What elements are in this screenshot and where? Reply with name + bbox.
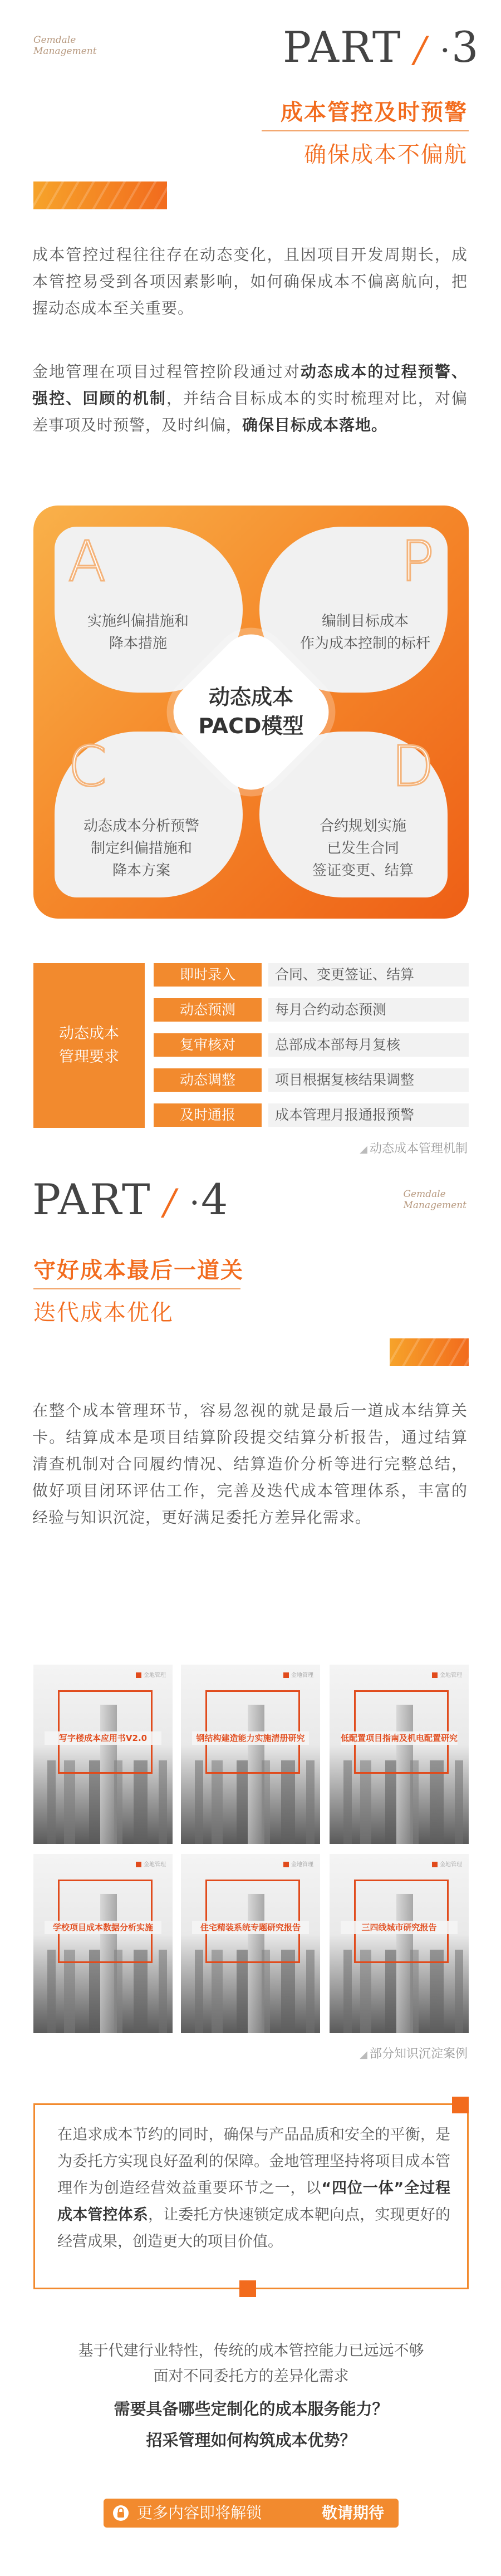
quad-line: 编制目标成本: [321, 613, 409, 630]
diagram-caption: [360, 1139, 468, 1156]
report-cover: [181, 1665, 320, 1844]
cta-label-emphasis: 敬请期待: [321, 2504, 384, 2522]
closing-question: 需要具备哪些定制化的成本服务能力？: [114, 2400, 389, 2418]
report-title: 三四线城市研究报告: [341, 1921, 458, 1934]
slash-icon: /: [401, 30, 440, 71]
quadrant-d-text: [291, 815, 435, 882]
quad-line: 动态成本分析预警: [83, 818, 199, 835]
triangle-icon: ◢: [360, 2049, 367, 2060]
section-title-3: 成本管控及时预警: [281, 100, 468, 125]
quad-line: 已发生合同: [326, 840, 399, 857]
requirement-row: [154, 1103, 469, 1127]
coming-soon-banner[interactable]: [104, 2499, 399, 2528]
section-subtitle-3: 确保成本不偏航: [304, 142, 468, 168]
requirement-value: 合同、变更签证、结算: [268, 963, 469, 987]
brand-line: Management: [33, 46, 97, 57]
report-cover: [181, 1854, 320, 2033]
section-title-4: 守好成本最后一道关: [33, 1258, 244, 1283]
brand-logo-part3: [33, 35, 97, 57]
part-heading-4: [32, 1175, 229, 1224]
section-subtitle-4: 迭代成本优化: [33, 1300, 174, 1326]
cta-label: 更多内容即将解锁: [137, 2504, 262, 2522]
part-number: 3: [451, 22, 480, 72]
lock-icon: [112, 2505, 129, 2521]
quad-line: 合约规划实施: [319, 818, 406, 835]
accent-bar: [390, 1338, 469, 1366]
caption-text: 部分知识沉淀案例: [369, 2047, 468, 2061]
report-cover: [33, 1665, 173, 1844]
text-span: ，并结合目标成本的实时梳理对比，对偏差事项及时预警，及时纠偏，: [32, 389, 468, 434]
brand-line: Gemdale: [33, 35, 76, 46]
requirement-row: [154, 1033, 469, 1057]
corner-square-icon: [452, 2097, 469, 2113]
requirement-value: 项目根据复核结果调整: [268, 1068, 469, 1092]
req-label-line: 动态成本: [59, 1025, 119, 1042]
caption-text: 动态成本管理机制: [369, 1142, 468, 1156]
report-cover: [33, 1854, 173, 2033]
requirement-tag: 及时通报: [154, 1103, 262, 1127]
report-logo: 金地管理: [432, 1859, 462, 1868]
slash-icon: /: [151, 1182, 189, 1223]
letter-a: A: [68, 529, 106, 594]
text-span: 在追求成本节约的同时，确保与产品品质和安全的平衡，是为委托方实现良好盈利的保障。金地管理坚持将项目成本管理作为创造经营效益重要环节之一，以: [57, 2126, 450, 2197]
accent-bar: [33, 181, 167, 209]
part-heading-3: [283, 22, 479, 72]
requirement-value: 每月合约动态预测: [268, 998, 469, 1022]
text-bold: 确保目标成本落地。: [242, 416, 388, 434]
text-bold: 动态成本的过程预警、强控、回顾的机制: [32, 362, 468, 408]
divider: [262, 130, 469, 131]
closing-line: 面对不同委托方的差异化需求: [153, 2368, 349, 2385]
requirement-row: [154, 1068, 469, 1092]
triangle-icon: ◢: [360, 1144, 367, 1155]
summary-text: [57, 2122, 450, 2255]
center-line: 动态成本: [208, 685, 293, 709]
dot-icon: ·: [189, 1184, 201, 1223]
report-title: 钢结构建造能力实施清册研究: [192, 1731, 309, 1745]
report-logo: 金地管理: [283, 1670, 313, 1679]
quadrant-c-text: [69, 815, 214, 882]
report-title: 住宅精装系统专题研究报告: [192, 1921, 309, 1934]
closing-line: 基于代建行业特性，传统的成本管控能力已远远不够: [78, 2342, 424, 2359]
pacd-model-diagram: [33, 506, 469, 919]
reports-caption: [360, 2044, 468, 2062]
quadrant-a-text: [66, 610, 210, 655]
brand-logo-part4: [403, 1189, 466, 1211]
text-bold: “四位一体”全过程成本管控体系: [57, 2180, 451, 2224]
report-title: 低配置项目指南及机电配置研究: [341, 1731, 458, 1745]
text-span: 金地管理在项目过程管控阶段通过对: [32, 362, 301, 381]
requirement-tag: 复审核对: [154, 1033, 262, 1057]
requirement-row: [154, 963, 469, 987]
requirement-tag: 即时录入: [154, 963, 262, 987]
report-cover: [330, 1854, 469, 2033]
text-span: ，让委托方快速锁定成本靶向点，实现更好的经营成果，创造更大的项目价值。: [57, 2206, 451, 2250]
corner-square-icon: [239, 2280, 256, 2297]
requirement-tag: 动态预测: [154, 998, 262, 1022]
quad-line: 降本措施: [109, 635, 167, 652]
quad-line: 实施纠偏措施和: [87, 613, 189, 630]
requirements-label: [33, 963, 145, 1128]
paragraph-mechanism: [32, 359, 468, 439]
brand-line: Management: [403, 1200, 466, 1211]
quad-line: 签证变更、结算: [312, 862, 414, 879]
report-logo: 金地管理: [136, 1859, 166, 1868]
report-logo: 金地管理: [432, 1670, 462, 1679]
pacd-center-label: [167, 683, 335, 740]
part-word: PART: [283, 22, 402, 72]
letter-p: P: [400, 529, 434, 594]
dot-icon: ·: [439, 31, 451, 70]
requirement-tag: 动态调整: [154, 1068, 262, 1092]
part-word: PART: [32, 1175, 151, 1224]
paragraph-intro: 成本管控过程往往存在动态变化，且因项目开发周期长，成本管控易受到各项因素影响，如何确保成本不偏离航向，把握动态成本至关重要。: [32, 246, 468, 317]
center-line: PACD模型: [198, 714, 304, 738]
requirement-row: [154, 998, 469, 1022]
quad-line: 作为成本控制的标杆: [299, 635, 430, 652]
report-title: 写字楼成本应用书V2.0: [45, 1731, 161, 1745]
quadrant-p-text: [293, 610, 438, 655]
report-logo: 金地管理: [136, 1670, 166, 1679]
letter-d: D: [391, 734, 434, 799]
divider: [33, 1288, 240, 1289]
part-number: 4: [200, 1175, 229, 1224]
quad-line: 降本方案: [112, 862, 170, 879]
closing-question: 招采管理如何构筑成本优势？: [146, 2431, 356, 2450]
letter-c: C: [68, 734, 107, 799]
brand-line: Gemdale: [403, 1189, 446, 1200]
report-title: 学校项目成本数据分析实施: [45, 1921, 161, 1934]
paragraph-settlement: 在整个成本管理环节，容易忽视的就是最后一道成本结算关卡。结算成本是项目结算阶段提交结算分析报告，通过结算清查机制对合同履约情况、结算造价分析等进行完整总结，做好项目闭环评估工作，完善及迭代成本管理体系，丰富的经验与知识沉淀，更好满足委托方差异化需求。: [32, 1401, 468, 1527]
req-label-line: 管理要求: [59, 1048, 119, 1066]
report-logo: 金地管理: [283, 1859, 313, 1868]
quad-line: 制定纠偏措施和: [90, 840, 192, 857]
requirement-value: 成本管理月报通报预警: [268, 1103, 469, 1127]
requirement-value: 总部成本部每月复核: [268, 1033, 469, 1057]
report-cover: [330, 1665, 469, 1844]
summary-box: [33, 2103, 469, 2289]
